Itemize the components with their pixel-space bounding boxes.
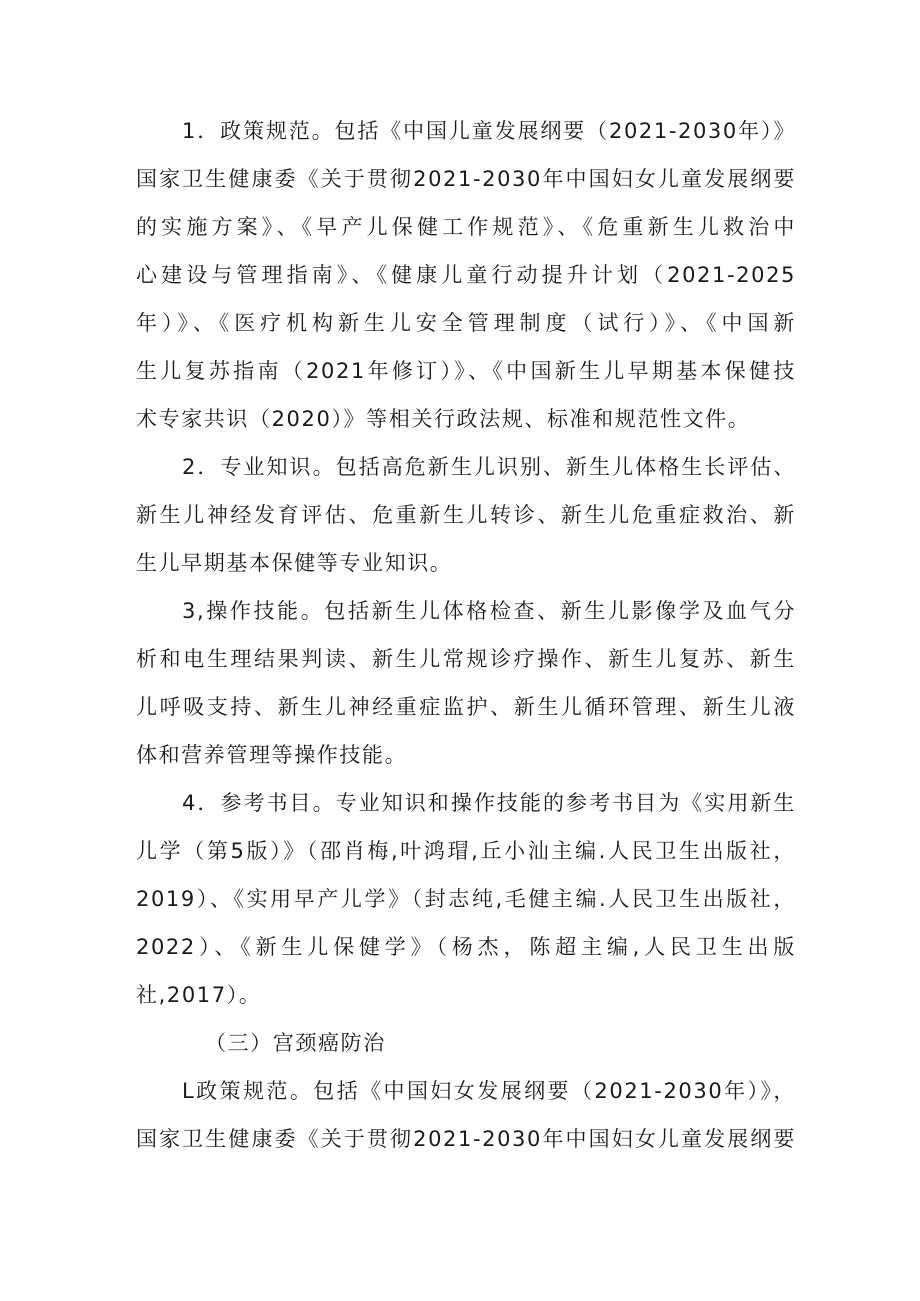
paragraph-cervical-policy-line: L政策规范。包括《中国妇女发展纲要（2021-2030年）》， [182,1079,796,1103]
paragraph-policy-line: 1．政策规范。包括《中国儿童发展纲要（2021-2030年）》 [182,119,796,143]
paragraph-policy-line: 国家卫生健康委《关于贯彻2021-2030年中国妇女儿童发展纲要 [136,167,796,191]
paragraph-references-line: 4．参考书目。专业知识和操作技能的参考书目为《实用新生 [182,791,796,815]
paragraph-references-line: 2019）、《实用早产儿学》（封志纯,毛健主编.人民卫生出版社， [136,887,796,911]
paragraph-references-line: 社,2017）。 [136,983,262,1007]
paragraph-knowledge-line: 2．专业知识。包括高危新生儿识别、新生儿体格生长评估、 [182,455,796,479]
paragraph-references-line: 儿学（第5版）》（邵肖梅,叶鸿瑁,丘小汕主编.人民卫生出版社， [136,839,796,863]
paragraph-policy-line: 年）》、《医疗机构新生儿安全管理制度（试行）》、《中国新 [136,311,796,335]
paragraph-policy-line: 心建设与管理指南》、《健康儿童行动提升计划（2021-2025 [136,263,796,287]
paragraph-skills-line: 析和电生理结果判读、新生儿常规诊疗操作、新生儿复苏、新生 [136,647,796,671]
paragraph-policy-line: 的实施方案》、《早产儿保健工作规范》、《危重新生儿救治中 [136,215,796,239]
paragraph-knowledge-line: 生儿早期基本保健等专业知识。 [136,551,453,575]
paragraph-skills-line: 3,操作技能。包括新生儿体格检查、新生儿影像学及血气分 [182,599,796,623]
paragraph-references-line: 2022）、《新生儿保健学》（杨杰，陈超主编,人民卫生出版 [136,935,796,959]
paragraph-policy-line: 术专家共识（2020）》等相关行政法规、标准和规范性文件。 [136,407,751,431]
section-heading: （三）宫颈癌防治 [205,1031,386,1055]
paragraph-knowledge-line: 新生儿神经发育评估、危重新生儿转诊、新生儿危重症救治、新 [136,503,796,527]
paragraph-policy-line: 生儿复苏指南（2021年修订）》、《中国新生儿早期基本保健技 [136,359,796,383]
paragraph-skills-line: 体和营养管理等操作技能。 [136,743,408,767]
paragraph-cervical-policy-line: 国家卫生健康委《关于贯彻2021-2030年中国妇女儿童发展纲要 [136,1127,796,1151]
paragraph-skills-line: 儿呼吸支持、新生儿神经重症监护、新生儿循环管理、新生儿液 [136,695,796,719]
